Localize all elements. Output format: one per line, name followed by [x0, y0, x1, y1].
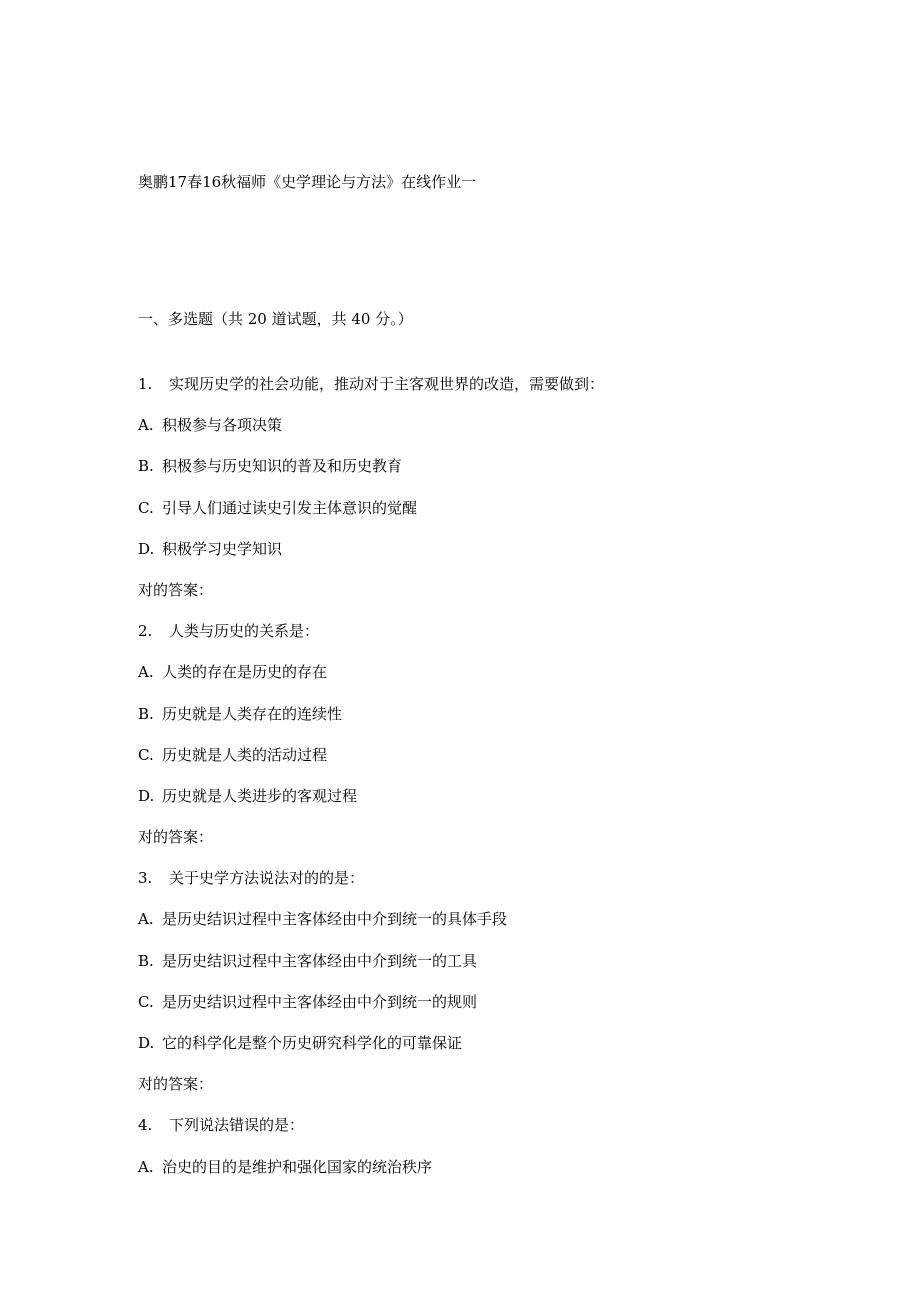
question-2 [138, 621, 838, 662]
question-text: 关于史学方法说法对的的是： [169, 869, 365, 888]
option-text: 是历史结识过程中主客体经由中介到统一的工具 [162, 951, 478, 970]
question-text: 人类与历史的关系是： [169, 622, 320, 641]
option-3a [138, 909, 838, 950]
question-text: 实现历史学的社会功能，推动对于主客观世界的改造，需要做到： [169, 375, 605, 393]
option-letter: B. [138, 951, 154, 970]
question-number: 1. [138, 375, 153, 393]
question-number: 3. [138, 869, 153, 888]
option-text: 积极参与历史知识的普及和历史教育 [162, 457, 403, 476]
option-letter: D. [138, 539, 155, 558]
option-letter: B. [138, 457, 154, 476]
option-1b [138, 456, 838, 497]
option-text: 人类的存在是历史的存在 [162, 663, 328, 682]
option-text: 历史就是人类的活动过程 [162, 745, 328, 764]
option-letter: A. [138, 1157, 154, 1176]
section-heading: 一、多选题（共 20 道试题，共 40 分。） [138, 310, 413, 328]
option-2a [138, 662, 838, 703]
option-1a [138, 415, 838, 456]
question-number: 2. [138, 622, 153, 641]
question-4 [138, 1115, 838, 1156]
option-letter: D. [138, 786, 155, 805]
option-letter: A. [138, 416, 154, 435]
option-letter: B. [138, 704, 154, 723]
question-text: 下列说法错误的是： [169, 1116, 305, 1135]
option-4a [138, 1157, 838, 1198]
option-text: 是历史结识过程中主客体经由中介到统一的具体手段 [162, 910, 508, 929]
option-letter: C. [138, 498, 154, 517]
question-number: 4. [138, 1116, 153, 1135]
option-text: 历史就是人类存在的连续性 [162, 704, 343, 723]
option-letter: A. [138, 910, 154, 929]
option-text: 它的科学化是整个历史研究科学化的可靠保证 [162, 1034, 463, 1052]
option-letter: C. [138, 745, 154, 764]
document-title: 奥鹏17春16秋福师《史学理论与方法》在线作业一 [138, 173, 477, 191]
answer-label-2: 对的答案： [138, 828, 214, 847]
option-2c [138, 745, 838, 786]
option-letter: D. [138, 1034, 155, 1052]
option-1c [138, 498, 838, 539]
option-text: 积极学习史学知识 [162, 539, 283, 558]
question-3 [138, 868, 838, 909]
option-3b [138, 951, 838, 992]
option-2d [138, 786, 838, 827]
question-list [138, 374, 838, 1198]
option-letter: A. [138, 663, 154, 682]
option-3c [138, 992, 838, 1033]
answer-label-3: 对的答案： [138, 1075, 214, 1094]
option-text: 积极参与各项决策 [162, 416, 283, 435]
option-text: 引导人们通过读史引发主体意识的觉醒 [162, 498, 418, 517]
option-text: 是历史结识过程中主客体经由中介到统一的规则 [162, 992, 478, 1011]
answer-label-1: 对的答案： [138, 580, 214, 599]
option-letter: C. [138, 992, 154, 1011]
option-3d [138, 1033, 838, 1074]
question-1 [138, 374, 838, 415]
option-text: 历史就是人类进步的客观过程 [162, 786, 358, 805]
option-2b [138, 704, 838, 745]
option-text: 治史的目的是维护和强化国家的统治秩序 [162, 1157, 433, 1176]
option-1d [138, 539, 838, 580]
